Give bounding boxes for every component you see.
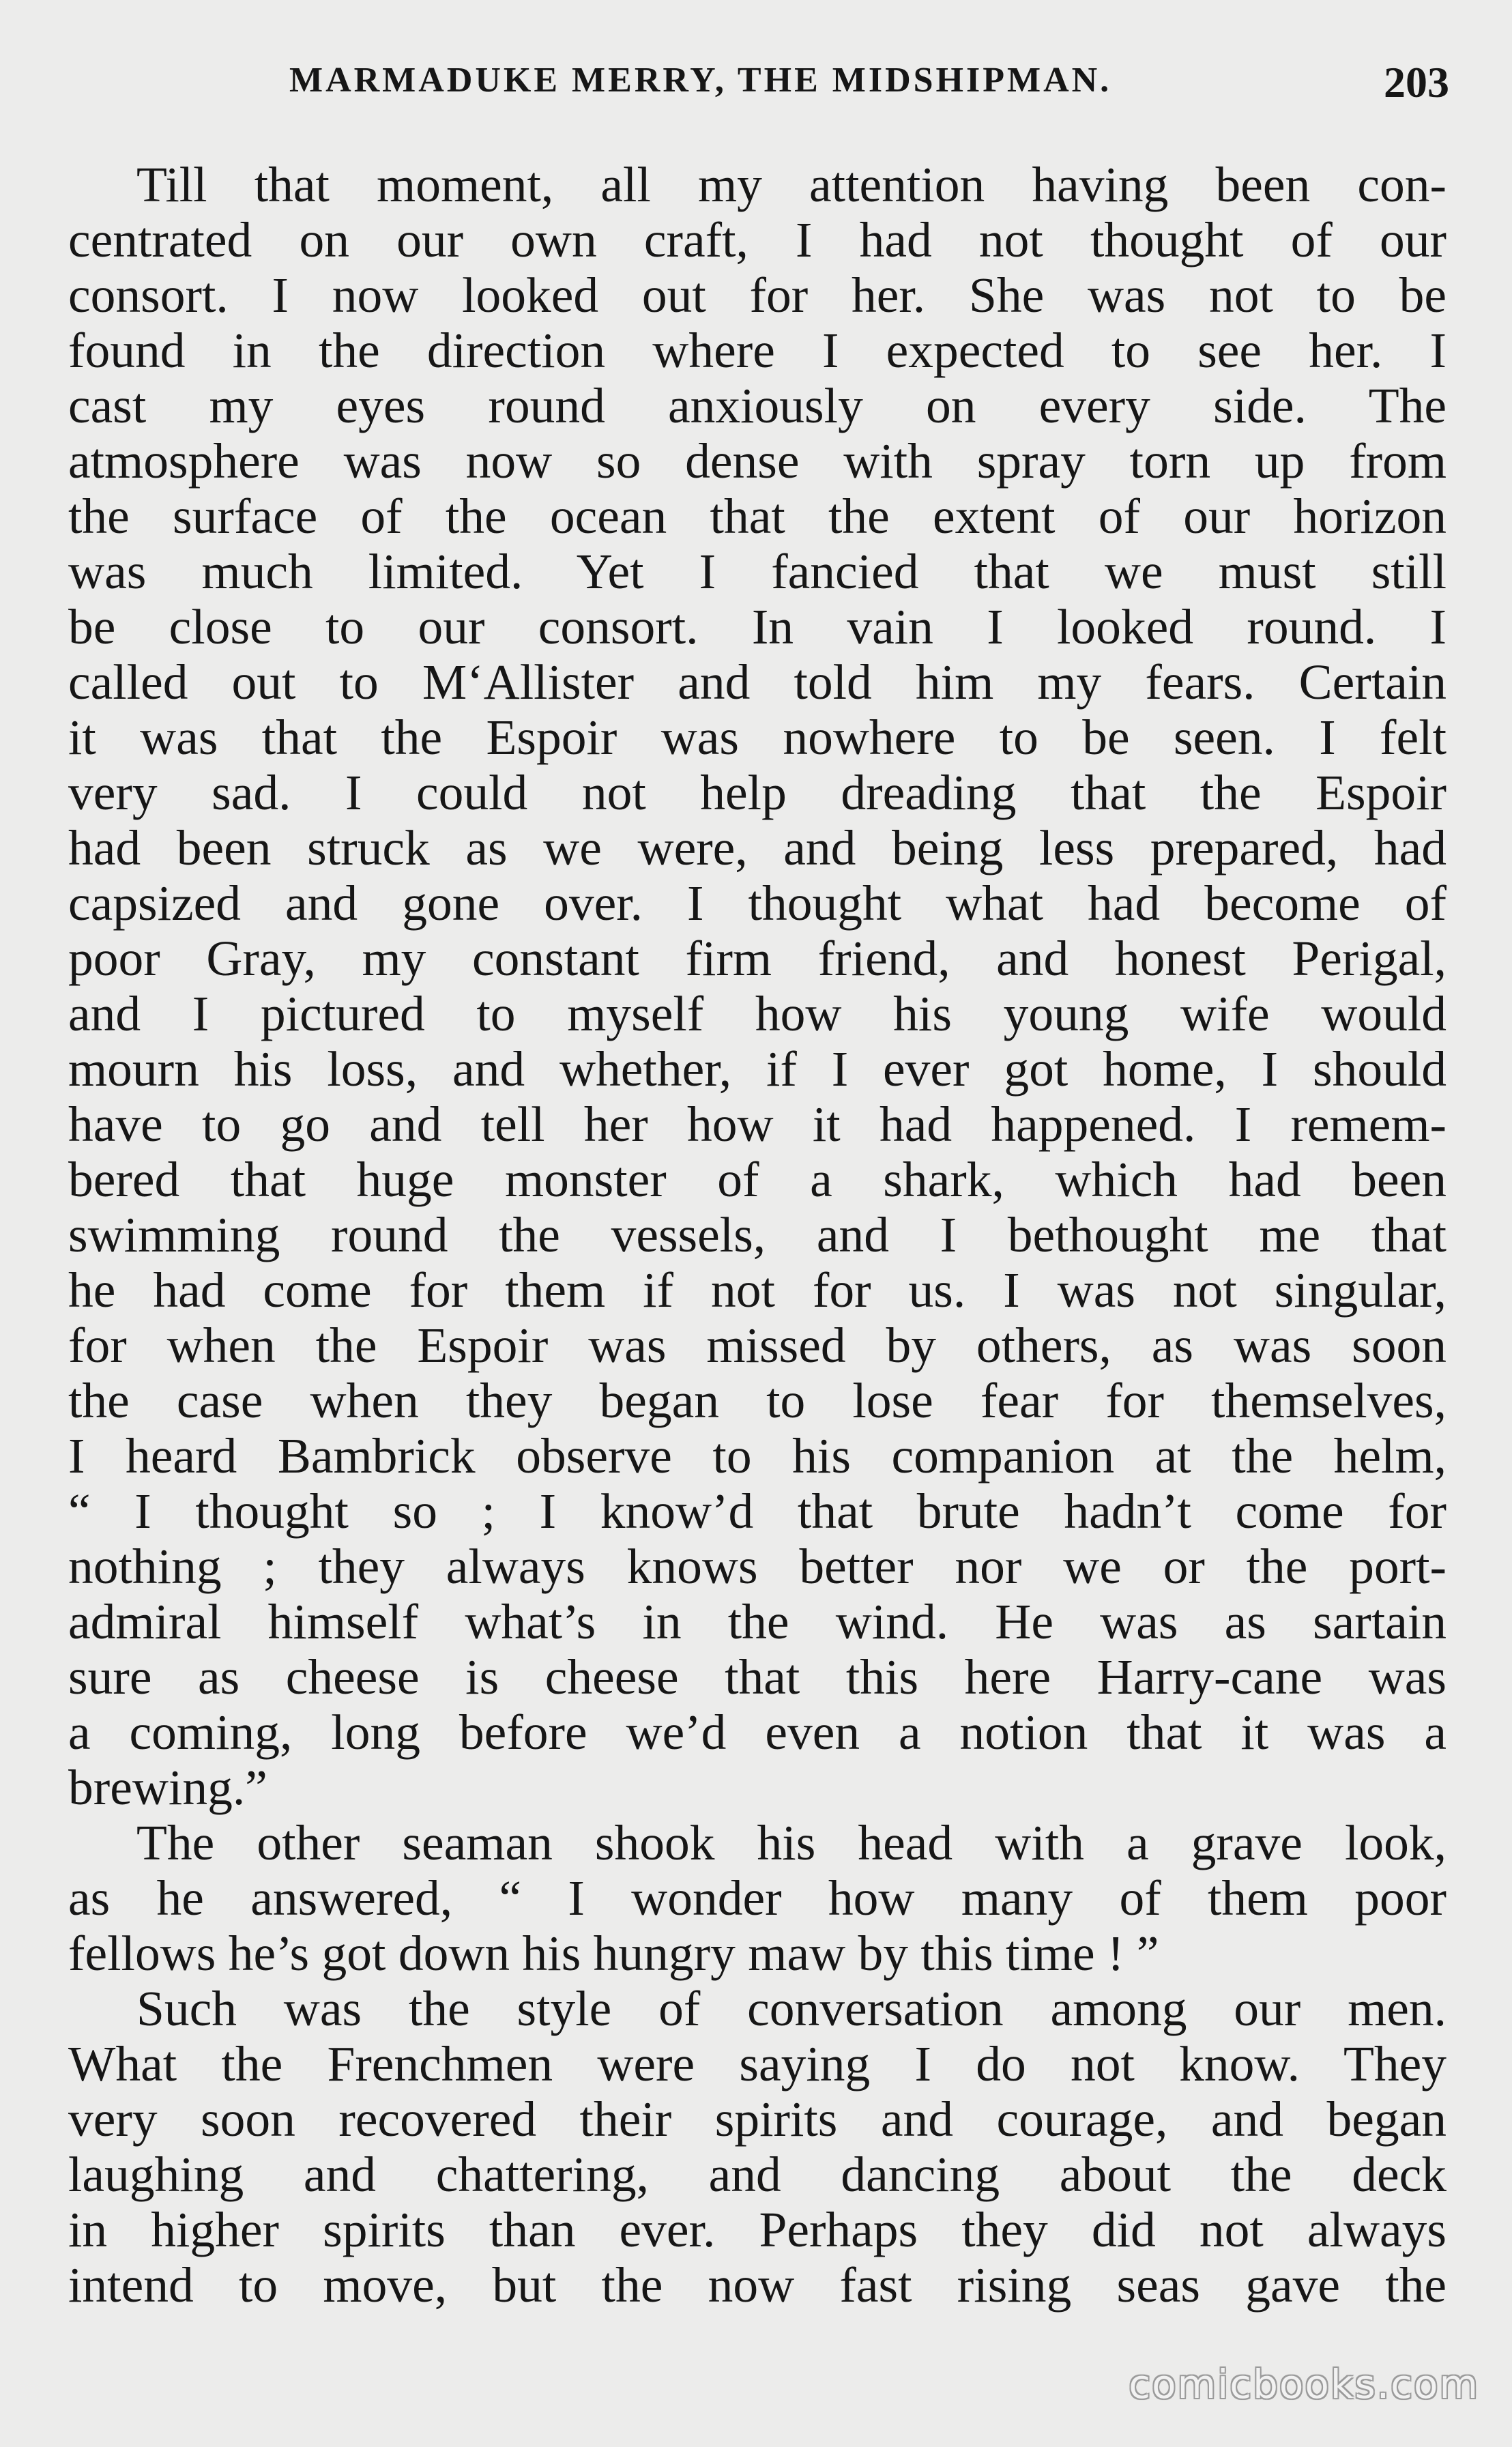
body-text	[68, 157, 1446, 2313]
text-line: in higher spirits than ever. Perhaps they did not always	[68, 2202, 1446, 2257]
text-line: I heard Bambrick observe to his companion at the helm,	[68, 1428, 1446, 1483]
text-line: was much limited. Yet I fancied that we must still	[68, 544, 1446, 599]
text-line: and I pictured to myself how his young wife would	[68, 986, 1446, 1041]
running-title: MARMADUKE MERRY, THE MIDSHIPMAN.	[289, 61, 1112, 100]
text-line: very sad. I could not help dreading that the Espoir	[68, 765, 1446, 820]
text-line: swimming round the vessels, and I bethought me that	[68, 1207, 1446, 1262]
text-line: Till that moment, all my attention having been con-	[136, 157, 1446, 212]
text-line: intend to move, but the now fast rising seas gave the	[68, 2257, 1446, 2313]
text-line: mourn his loss, and whether, if I ever got home, I should	[68, 1041, 1446, 1097]
text-line: the case when they began to lose fear for themselves,	[68, 1373, 1446, 1428]
text-line: bered that huge monster of a shark, which had been	[68, 1152, 1446, 1207]
text-line: sure as cheese is cheese that this here Harry-cane was	[68, 1649, 1446, 1705]
text-line: the surface of the ocean that the extent of our horizon	[68, 489, 1446, 544]
text-line: have to go and tell her how it had happened. I remem-	[68, 1097, 1446, 1152]
text-line: Such was the style of conversation among our men.	[136, 1981, 1446, 2036]
text-line: laughing and chattering, and dancing about the deck	[68, 2147, 1446, 2202]
page-header	[289, 53, 1456, 115]
text-line: nothing ; they always knows better nor we or the port-	[68, 1539, 1446, 1594]
text-line: poor Gray, my constant firm friend, and honest Perigal,	[68, 931, 1446, 986]
text-line: centrated on our own craft, I had not thought of our	[68, 212, 1446, 267]
text-line: very soon recovered their spirits and courage, and began	[68, 2091, 1446, 2147]
text-line: capsized and gone over. I thought what had become of	[68, 875, 1446, 931]
text-line: admiral himself what’s in the wind. He was as sartain	[68, 1594, 1446, 1649]
watermark: comicbooks.com	[1129, 2361, 1479, 2407]
text-line: The other seaman shook his head with a grave look,	[136, 1815, 1446, 1870]
text-line: atmosphere was now so dense with spray torn up from	[68, 433, 1446, 489]
text-line: brewing.”	[68, 1760, 267, 1815]
text-line: consort. I now looked out for her. She was not to be	[68, 267, 1446, 323]
text-line: be close to our consort. In vain I looked round. I	[68, 599, 1446, 654]
text-line: a coming, long before we’d even a notion that it was a	[68, 1705, 1446, 1760]
text-line: “ I thought so ; I know’d that brute hadn’t come for	[68, 1483, 1446, 1539]
text-line: fellows he’s got down his hungry maw by this time ! ”	[68, 1926, 1159, 1981]
text-line: found in the direction where I expected to see her. I	[68, 323, 1446, 378]
text-line: What the Frenchmen were saying I do not know. They	[68, 2036, 1446, 2091]
text-line: it was that the Espoir was nowhere to be seen. I felt	[68, 710, 1446, 765]
text-line: for when the Espoir was missed by others, as was soon	[68, 1318, 1446, 1373]
text-line: as he answered, “ I wonder how many of them poor	[68, 1870, 1446, 1926]
page-number: 203	[1384, 58, 1449, 106]
text-line: cast my eyes round anxiously on every side. The	[68, 378, 1446, 433]
text-line: had been struck as we were, and being less prepared, had	[68, 820, 1446, 875]
text-line: he had come for them if not for us. I was not singular,	[68, 1262, 1446, 1318]
text-line: called out to M‘Allister and told him my fears. Certain	[68, 654, 1446, 710]
